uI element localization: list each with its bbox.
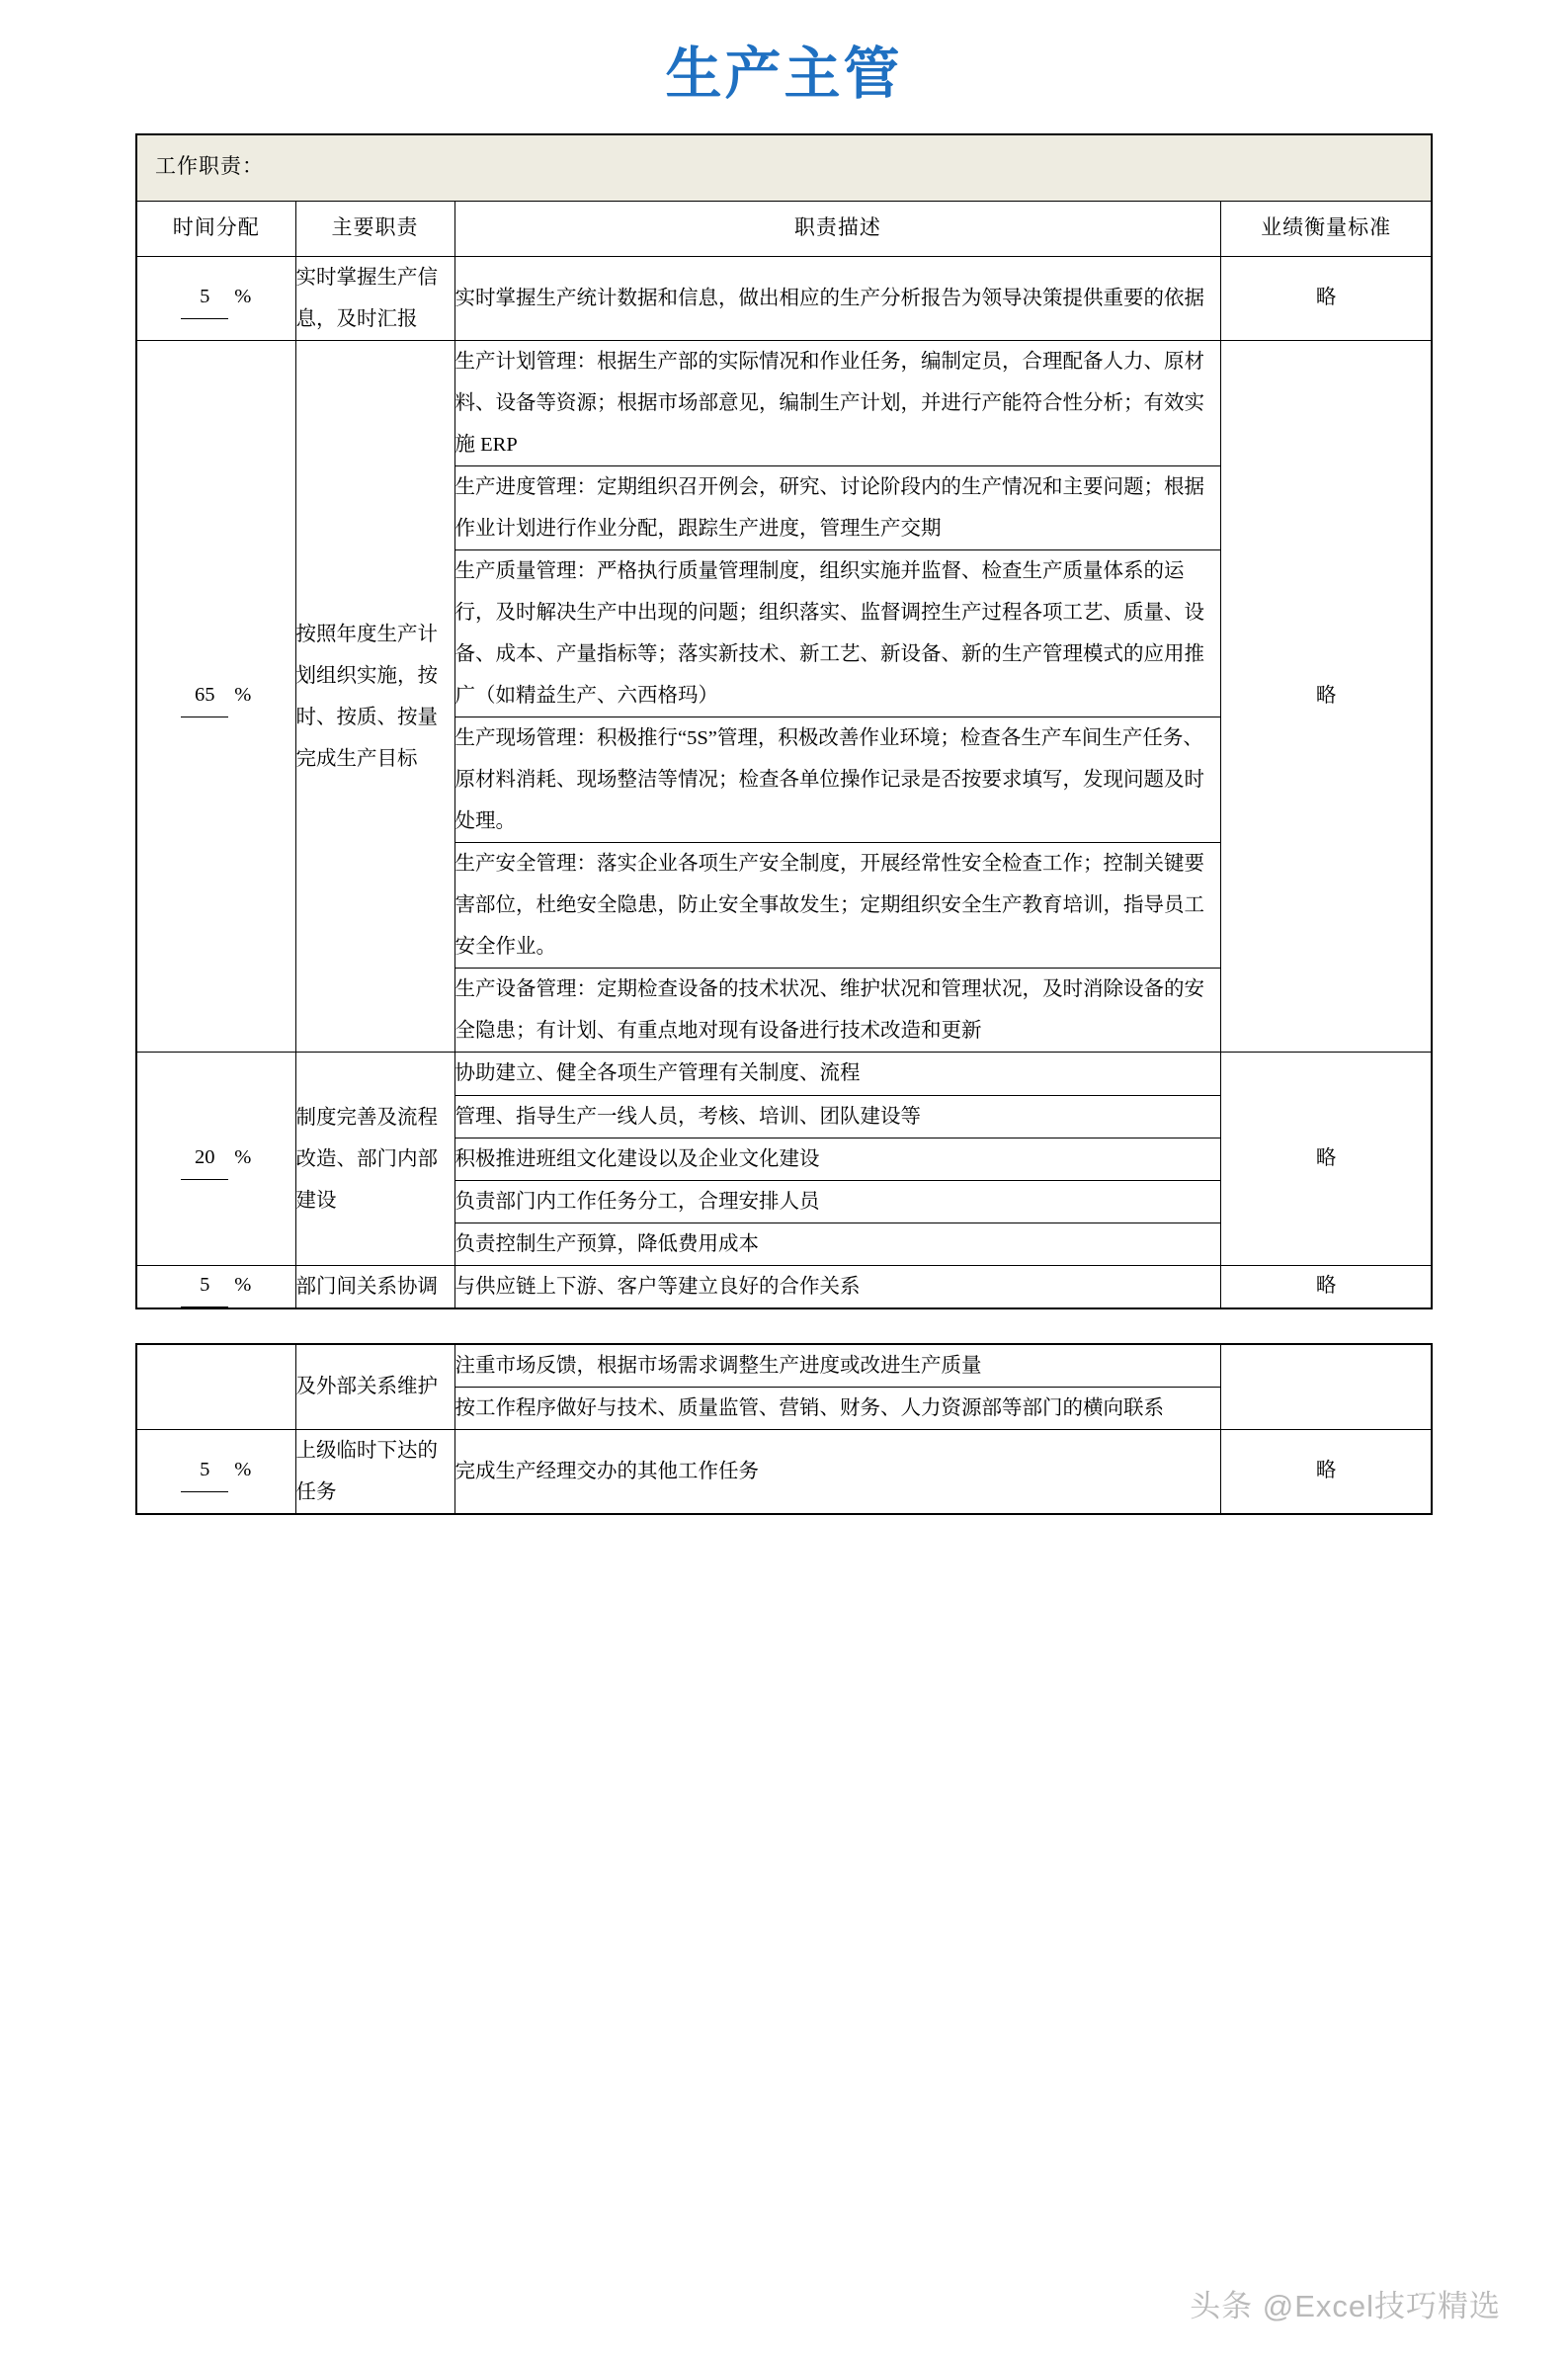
description-cell: 负责部门内工作任务分工，合理安排人员 [454, 1180, 1221, 1223]
time-allocation-cell [136, 1053, 295, 1265]
table-row [136, 1429, 1432, 1514]
kpi-cell: 略 [1221, 341, 1432, 1053]
description-cell: 积极推进班组文化建设以及企业文化建设 [454, 1138, 1221, 1180]
responsibilities-table-continued-wrapper [135, 1343, 1433, 1515]
kpi-cell: 略 [1221, 1053, 1432, 1265]
table-row [136, 1265, 1432, 1308]
time-percent-value: 5 [181, 1451, 228, 1492]
description-cell: 按工作程序做好与技术、质量监管、营销、财务、人力资源部等部门的横向联系 [454, 1387, 1221, 1429]
table-row [136, 1344, 1432, 1388]
table-row [136, 341, 1432, 466]
description-cell: 与供应链上下游、客户等建立良好的合作关系 [454, 1265, 1221, 1308]
time-allocation-cell [136, 341, 295, 1053]
kpi-cell: 略 [1221, 1429, 1432, 1514]
percent-sign: % [234, 1145, 252, 1168]
percent-sign: % [234, 1273, 252, 1296]
duty-cell: 上级临时下达的任务 [295, 1429, 454, 1514]
time-allocation-cell [136, 257, 295, 341]
table-header-row [136, 202, 1432, 257]
percent-sign: % [234, 286, 252, 308]
description-cell: 生产质量管理：严格执行质量管理制度，组织实施并监督、检查生产质量体系的运行，及时解决生产中出现的问题；组织落实、监督调控生产过程各项工艺、质量、设备、成本、产量指标等；落实新技术、新工艺、新设备、新的生产管理模式的应用推广（如精益生产、六西格玛） [454, 550, 1221, 717]
table-row [136, 257, 1432, 341]
time-percent-value: 5 [181, 1266, 228, 1307]
description-cell: 生产计划管理：根据生产部的实际情况和作业任务，编制定员，合理配备人力、原材料、设备等资源；根据市场部意见，编制生产计划，并进行产能符合性分析；有效实施 ERP [454, 341, 1221, 466]
description-cell: 实时掌握生产统计数据和信息，做出相应的生产分析报告为领导决策提供重要的依据 [454, 257, 1221, 341]
banner-label: 工作职责： [136, 134, 1432, 202]
description-cell: 生产安全管理：落实企业各项生产安全制度，开展经常性安全检查工作；控制关键要害部位，杜绝安全隐患，防止安全事故发生；定期组织安全生产教育培训，指导员工安全作业。 [454, 843, 1221, 969]
duty-cell: 按照年度生产计划组织实施，按时、按质、按量完成生产目标 [295, 341, 454, 1053]
time-percent-value: 65 [181, 676, 228, 717]
responsibilities-table-wrapper [135, 133, 1433, 1309]
description-cell: 生产现场管理：积极推行“5S”管理，积极改善作业环境；检查各生产车间生产任务、原材料消耗、现场整洁等情况；检查各单位操作记录是否按要求填写，发现问题及时处理。 [454, 717, 1221, 843]
kpi-cell [1221, 1344, 1432, 1430]
description-cell: 完成生产经理交办的其他工作任务 [454, 1429, 1221, 1514]
kpi-cell: 略 [1221, 1265, 1432, 1308]
header-time: 时间分配 [136, 202, 295, 257]
percent-sign: % [234, 683, 252, 706]
time-allocation-cell [136, 1265, 295, 1308]
table-row [136, 1053, 1432, 1095]
duty-cell: 实时掌握生产信息，及时汇报 [295, 257, 454, 341]
description-cell: 管理、指导生产一线人员，考核、培训、团队建设等 [454, 1095, 1221, 1138]
header-duty: 主要职责 [295, 202, 454, 257]
description-cell: 负责控制生产预算，降低费用成本 [454, 1223, 1221, 1265]
watermark: 头条 @Excel技巧精选 [1190, 2289, 1501, 2323]
duty-cell: 制度完善及流程改造、部门内部建设 [295, 1053, 454, 1265]
percent-sign: % [234, 1458, 252, 1480]
duty-cell: 部门间关系协调 [295, 1265, 454, 1308]
time-percent-value: 5 [181, 278, 228, 319]
duty-cell: 及外部关系维护 [295, 1344, 454, 1430]
page-title: 生产主管 [665, 42, 903, 106]
description-cell: 注重市场反馈，根据市场需求调整生产进度或改进生产质量 [454, 1344, 1221, 1388]
header-kpi: 业绩衡量标准 [1221, 202, 1432, 257]
description-cell: 生产设备管理：定期检查设备的技术状况、维护状况和管理状况，及时消除设备的安全隐患；有计划、有重点地对现有设备进行技术改造和更新 [454, 969, 1221, 1053]
time-allocation-cell [136, 1429, 295, 1514]
kpi-cell: 略 [1221, 257, 1432, 341]
description-cell: 协助建立、健全各项生产管理有关制度、流程 [454, 1053, 1221, 1095]
table-banner-row [136, 134, 1432, 202]
responsibilities-table [135, 133, 1433, 1309]
time-percent-value: 20 [181, 1138, 228, 1180]
header-description: 职责描述 [454, 202, 1221, 257]
time-allocation-cell [136, 1344, 295, 1430]
description-cell: 生产进度管理：定期组织召开例会，研究、讨论阶段内的生产情况和主要问题；根据作业计划进行作业分配，跟踪生产进度，管理生产交期 [454, 466, 1221, 550]
responsibilities-table-continued [135, 1343, 1433, 1515]
page-break-gap [135, 1309, 1433, 1343]
